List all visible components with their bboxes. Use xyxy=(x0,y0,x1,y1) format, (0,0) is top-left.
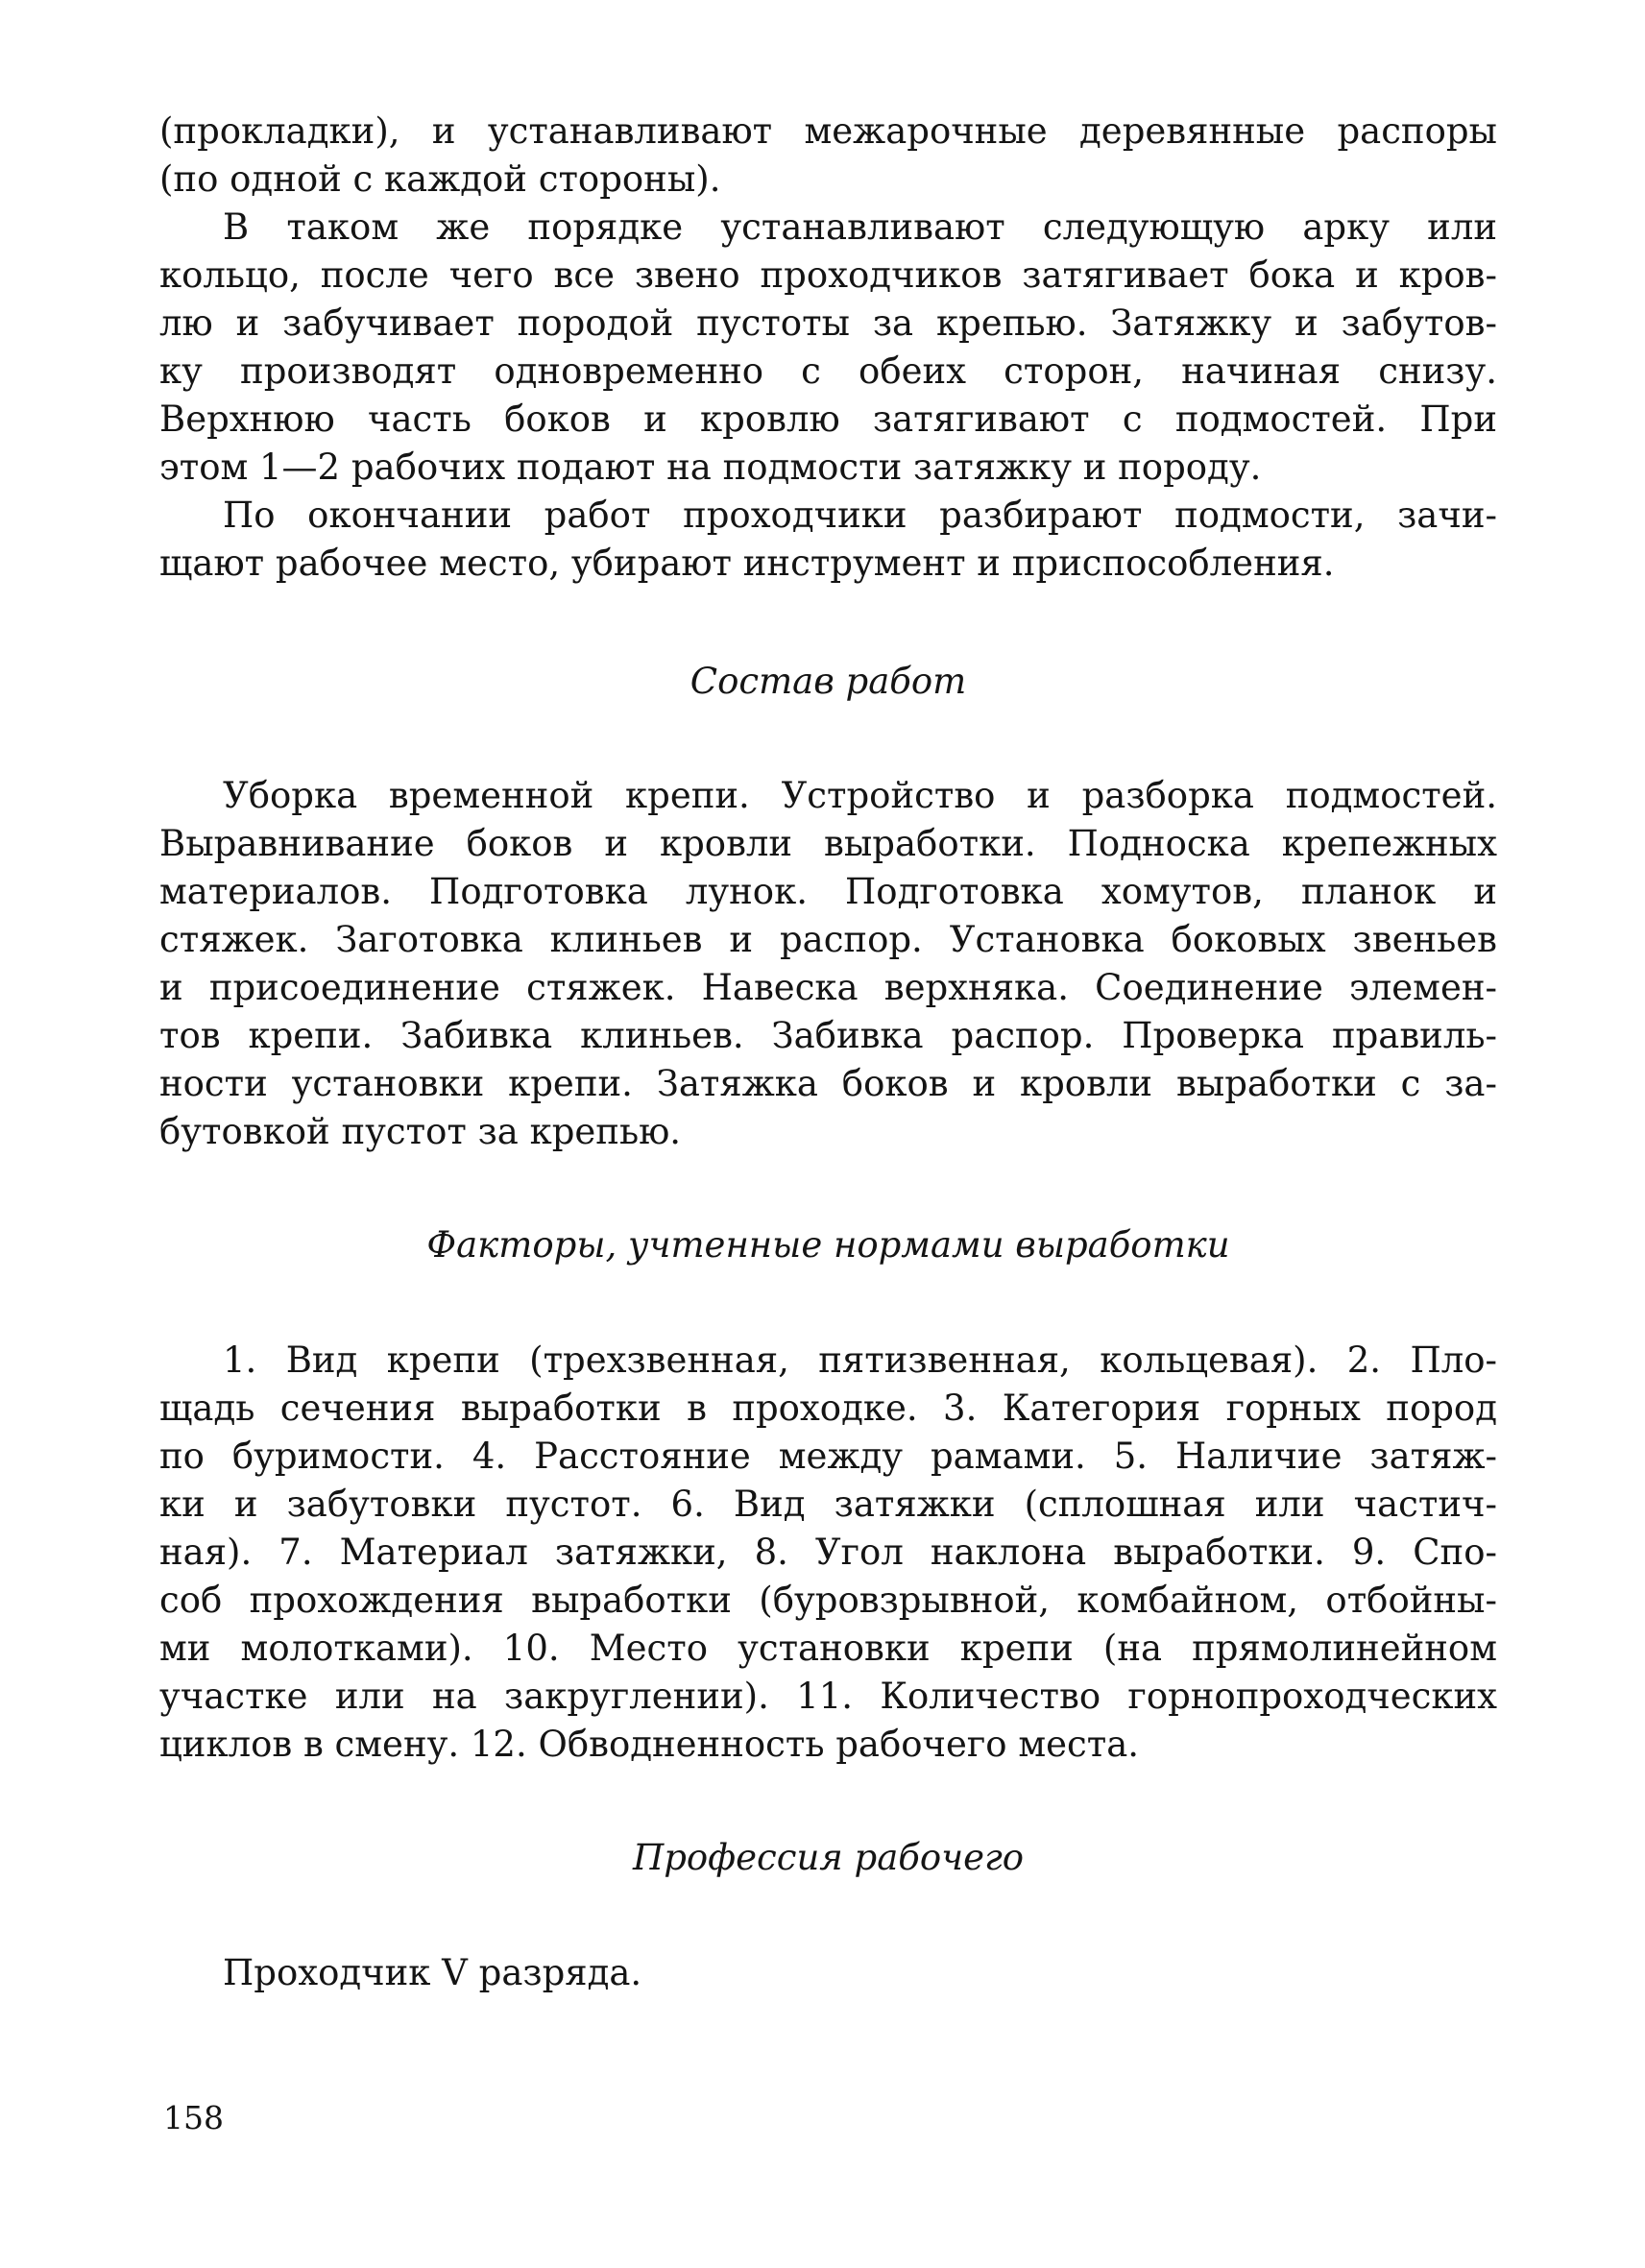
text-line: стяжек. Заготовка клиньев и распор. Установка боковых звеньев xyxy=(159,919,1497,960)
text-line: (прокладки), и устанавливают межарочные деревянные распоры xyxy=(159,110,1497,152)
text-line: по буримости. 4. Расстояние между рамами. 5. Наличие затяж- xyxy=(159,1436,1497,1477)
text-line: материалов. Подготовка лунок. Подготовка хомутов, планок и xyxy=(159,871,1497,912)
paragraph-work-completion xyxy=(159,492,1497,588)
text-line: соб прохождения выработки (буровзрывной, комбайном, отбойны- xyxy=(159,1580,1497,1621)
text-line: тов крепи. Забивка клиньев. Забивка распор. Проверка правиль- xyxy=(159,1015,1497,1056)
section-body-factors xyxy=(159,1337,1497,1769)
text-line: ки и забутовки пустот. 6. Вид затяжки (сплошная или частич- xyxy=(159,1484,1497,1525)
paragraph-next-arch xyxy=(159,204,1497,492)
text-line: ная). 7. Материал затяжки, 8. Угол наклона выработки. 9. Спо- xyxy=(159,1532,1497,1573)
text-line: кольцо, после чего все звено проходчиков затягивает бока и кров- xyxy=(159,254,1497,296)
section-heading-work-composition: Состав работ xyxy=(689,661,967,702)
text-line: По окончании работ проходчики разбирают подмости, зачи- xyxy=(223,495,1497,536)
text-line: Уборка временной крепи. Устройство и разборка подмостей. xyxy=(223,775,1497,816)
section-heading-profession: Профессия рабочего xyxy=(632,1837,1025,1878)
text-line: лю и забучивает породой пустоты за крепью. Затяжку и забутов- xyxy=(159,302,1497,344)
text-line: этом 1—2 рабочих подают на подмости затяжку и породу. xyxy=(159,446,1262,488)
text-line: щают рабочее место, убирают инструмент и приспособления. xyxy=(159,543,1335,584)
text-line: ности установки крепи. Затяжка боков и кровли выработки с за- xyxy=(159,1063,1497,1104)
page-number: 158 xyxy=(163,2099,224,2136)
text-line: (по одной с каждой стороны). xyxy=(159,158,721,200)
paragraph-arch-struts xyxy=(159,108,1497,204)
text-line: ку производят одновременно с обеих сторон, начиная снизу. xyxy=(159,350,1497,392)
text-line: Верхнюю часть боков и кровлю затягивают с подмостей. При xyxy=(159,398,1497,440)
section-body-profession xyxy=(159,1949,1497,1997)
text-line: циклов в смену. 12. Обводненность рабочего места. xyxy=(159,1724,1140,1765)
text-line: и присоединение стяжек. Навеска верхняка. Соединение элемен- xyxy=(159,967,1497,1008)
text-line: бутовкой пустот за крепью. xyxy=(159,1111,682,1152)
text-line: щадь сечения выработки в проходке. 3. Категория горных пород xyxy=(159,1387,1497,1429)
page-body xyxy=(159,108,1497,1997)
text-line: 1. Вид крепи (трехзвенная, пятизвенная, кольцевая). 2. Пло- xyxy=(223,1339,1497,1381)
text-line: участке или на закруглении). 11. Количество горнопроходческих xyxy=(159,1676,1497,1717)
section-body-work-composition xyxy=(159,772,1497,1156)
text-line: ми молотками). 10. Место установки крепи (на прямолинейном xyxy=(159,1628,1497,1669)
section-heading-factors: Факторы, учтенные нормами выработки xyxy=(426,1224,1230,1266)
text-line: В таком же порядке устанавливают следующую арку или xyxy=(223,206,1497,248)
text-line: Проходчик V разряда. xyxy=(223,1952,642,1993)
text-line: Выравнивание боков и кровли выработки. Подноска крепежных xyxy=(159,823,1497,864)
